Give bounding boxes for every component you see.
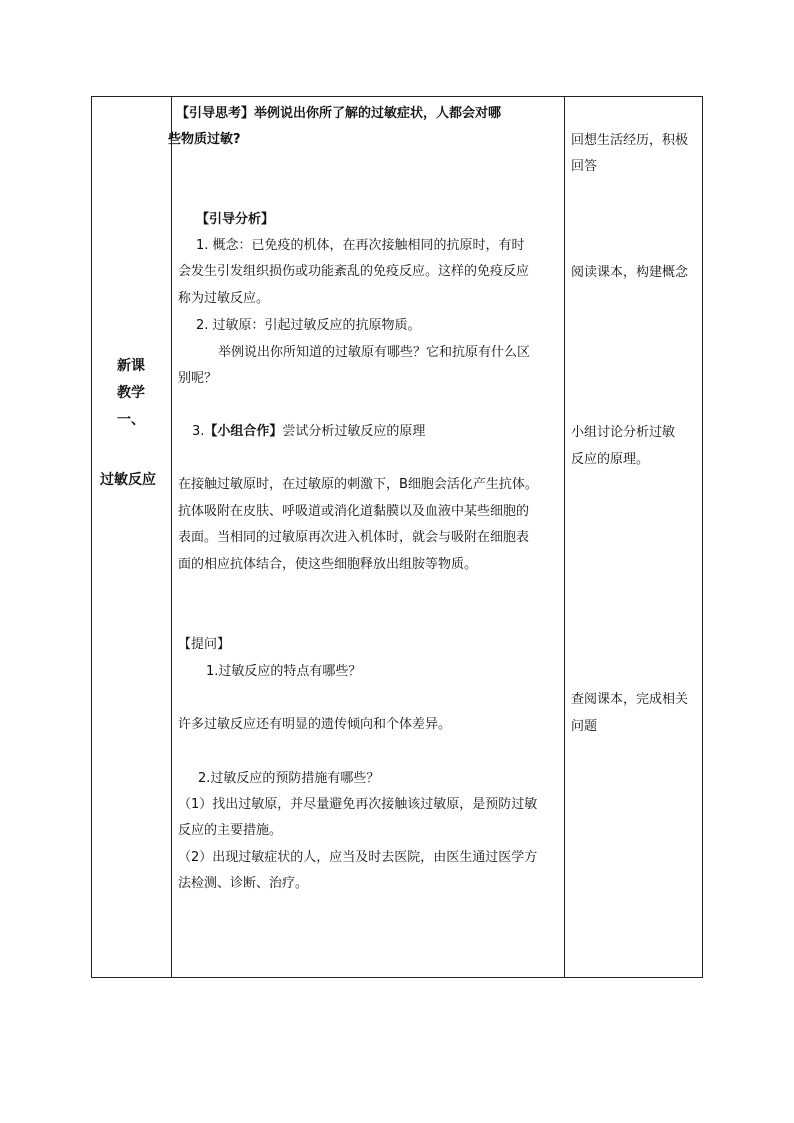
student-activity-1-line1: 回想生活经历，积极 [571, 133, 689, 148]
example-line1: 举例说出你所知道的过敏原有哪些？它和抗原有什么区 [218, 345, 531, 360]
section-label-line4: 过敏反应 [100, 472, 156, 488]
mechanism-line1: 在接触过敏原时，在过敏原的刺激下，B细胞会活化产生抗体。 [178, 477, 538, 492]
guide-think-tag: 【引导思考】 [176, 106, 255, 121]
section-label-line3: 一、 [117, 412, 145, 428]
allergen-line: 2. 过敏原：引起过敏反应的抗原物质。 [196, 318, 421, 333]
concept-line3: 称为过敏反应。 [178, 291, 270, 306]
mechanism-line2: 抗体吸附在皮肤、呼吸道或消化道黏膜以及血液中某些细胞的 [178, 504, 530, 519]
guide-think-line2: 些物质过敏? [168, 132, 241, 147]
mechanism-line4: 面的相应抗体结合，使这些细胞释放出组胺等物质。 [178, 557, 478, 572]
guide-think-line1: 【引导思考】举例说出你所了解的过敏症状，人都会对哪 [176, 106, 502, 121]
question-1-answer: 许多过敏反应还有明显的遗传倾向和个体差异。 [178, 717, 452, 732]
section-label-line2: 教学 [117, 385, 145, 401]
question-2-answer1-line2: 反应的主要措施。 [178, 823, 283, 838]
question-1: 1.过敏反应的特点有哪些？ [206, 664, 362, 679]
student-activity-4-line1: 查阅课本，完成相关 [571, 692, 689, 707]
lesson-table [91, 96, 703, 978]
student-activity-3-line2: 反应的原理。 [571, 452, 650, 467]
concept-line1: 1. 概念：已免疫的机体，在再次接触相同的抗原时，有时 [196, 238, 525, 253]
question-2: 2.过敏反应的预防措施有哪些？ [198, 771, 380, 786]
section-label-line1: 新课 [117, 358, 145, 374]
mechanism-line3: 表面。当相同的过敏原再次进入机体时，就会与吸附在细胞表 [178, 530, 530, 545]
question-tag: 【提问】 [178, 637, 231, 652]
guide-analysis-tag: 【引导分析】 [196, 212, 275, 227]
example-line2: 别呢？ [178, 371, 218, 386]
column-divider-left [171, 97, 172, 977]
group-work-line: 3.【小组合作】尝试分析过敏反应的原理 [192, 424, 426, 439]
student-activity-3-line1: 小组讨论分析过敏 [571, 425, 676, 440]
student-activity-2: 阅读课本，构建概念 [571, 265, 689, 280]
column-divider-right [564, 97, 565, 977]
student-activity-1-line2: 回答 [571, 159, 598, 174]
question-2-answer2-line1: （2）出现过敏症状的人，应当及时去医院，由医生通过医学方 [178, 850, 538, 865]
concept-line2: 会发生引发组织损伤或功能紊乱的免疫反应。这样的免疫反应 [178, 264, 530, 279]
question-2-answer2-line2: 法检测、诊断、治疗。 [178, 876, 309, 891]
student-activity-4-line2: 问题 [571, 719, 598, 734]
question-2-answer1-line1: （1）找出过敏原，并尽量避免再次接触该过敏原，是预防过敏 [178, 797, 538, 812]
group-work-tag: 【小组合作】 [204, 424, 283, 439]
